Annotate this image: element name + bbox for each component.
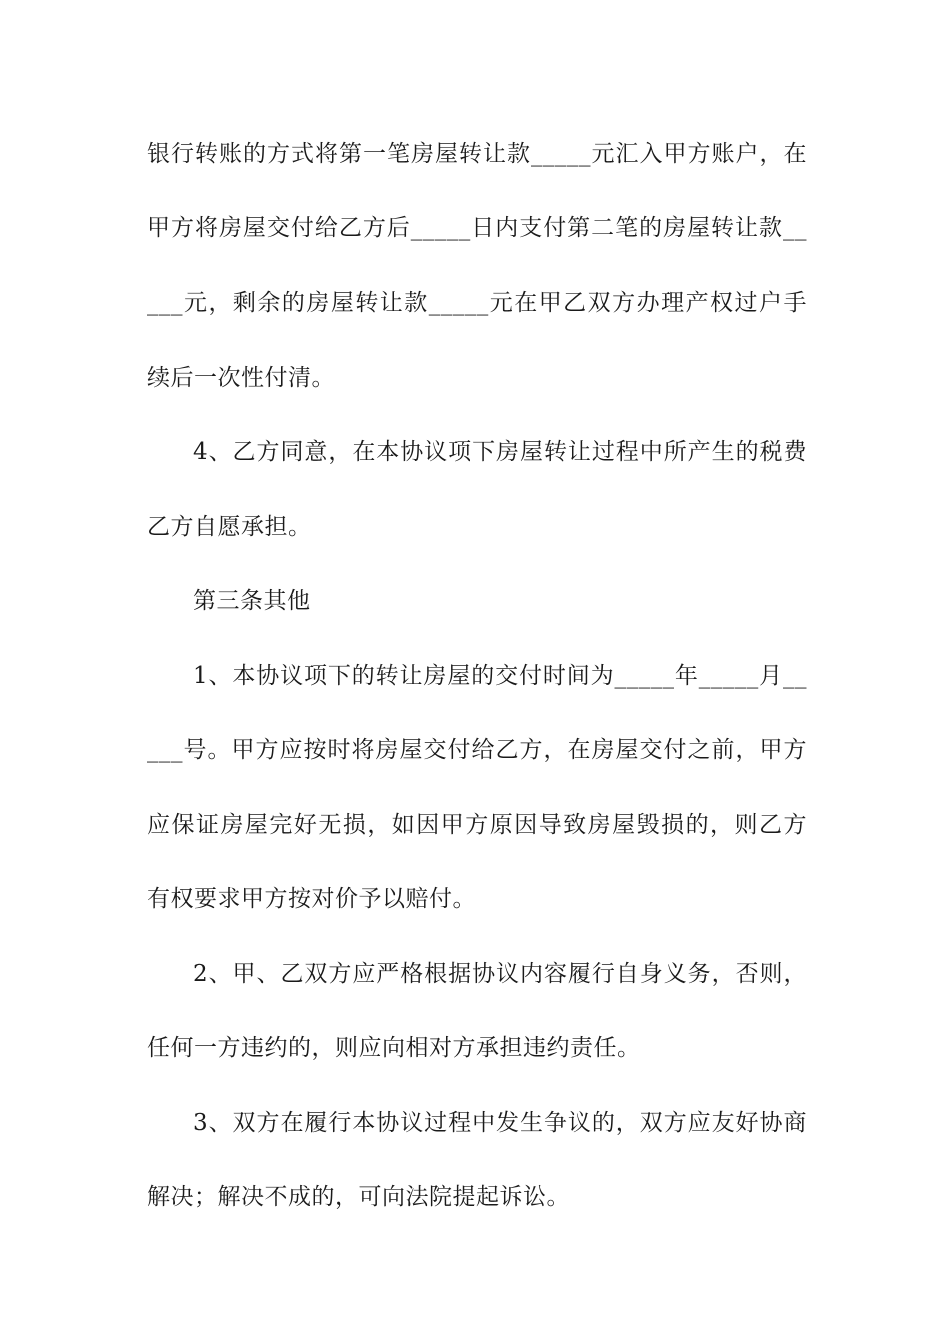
text-line: 乙方自愿承担。: [147, 514, 312, 540]
text-line: 银行转账的方式将第一笔房屋转让款_____元汇入甲方账户，在: [147, 141, 807, 167]
section-heading: 第三条其他: [193, 588, 311, 614]
text-line: ___号。甲方应按时将房屋交付给乙方，在房屋交付之前，甲方: [147, 737, 807, 763]
text-line: 4、乙方同意，在本协议项下房屋转让过程中所产生的税费: [193, 439, 807, 465]
text-line: 1、本协议项下的转让房屋的交付时间为_____年_____月__: [193, 663, 807, 689]
text-line: 2、甲、乙双方应严格根据协议内容履行自身义务，否则，: [193, 961, 807, 987]
text-line: 甲方将房屋交付给乙方后_____日内支付第二笔的房屋转让款__: [147, 215, 807, 241]
text-line: 续后一次性付清。: [147, 365, 335, 391]
text-line: 有权要求甲方按对价予以赔付。: [147, 886, 476, 912]
text-line: 任何一方违约的，则应向相对方承担违约责任。: [147, 1035, 641, 1061]
text-line: ___元，剩余的房屋转让款_____元在甲乙双方办理产权过户手: [147, 290, 807, 316]
text-line: 解决；解决不成的，可向法院提起诉讼。: [147, 1184, 570, 1210]
text-line: 3、双方在履行本协议过程中发生争议的，双方应友好协商: [193, 1110, 807, 1136]
text-line: 应保证房屋完好无损，如因甲方原因导致房屋毁损的，则乙方: [147, 812, 807, 838]
